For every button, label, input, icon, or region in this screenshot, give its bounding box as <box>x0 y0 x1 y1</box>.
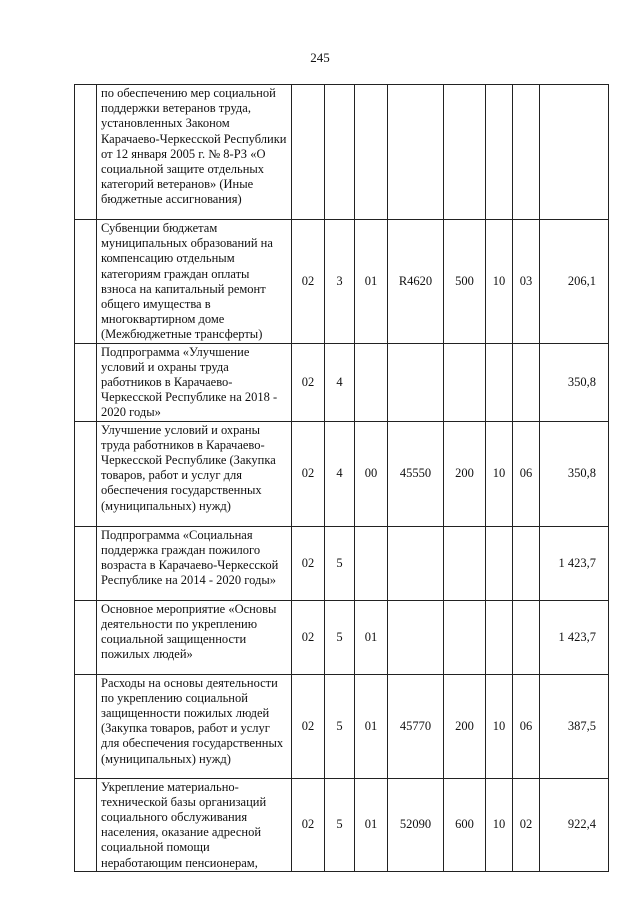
description-cell: Основное мероприятие «Основы деятельности по укреплению социальной защищенности пожилых людей» <box>97 600 292 674</box>
code-cell-4: 52090 <box>388 778 444 871</box>
amount-cell: 1 423,7 <box>540 526 609 600</box>
code-cell-1: 02 <box>292 220 325 344</box>
code-cell-1: 02 <box>292 674 325 778</box>
code-cell-7: 02 <box>513 778 540 871</box>
code-cell-7 <box>513 526 540 600</box>
code-cell-3: 01 <box>355 600 388 674</box>
code-cell-6: 10 <box>486 421 513 526</box>
code-cell-5: 200 <box>444 674 486 778</box>
code-cell-1: 02 <box>292 600 325 674</box>
code-cell-6 <box>486 343 513 421</box>
code-cell-6: 10 <box>486 778 513 871</box>
code-cell-5: 200 <box>444 421 486 526</box>
row-index-cell <box>75 674 97 778</box>
code-cell-6 <box>486 600 513 674</box>
table-row <box>75 220 609 344</box>
table-row <box>75 343 609 421</box>
code-cell-2: 5 <box>325 526 355 600</box>
code-cell-1: 02 <box>292 526 325 600</box>
code-cell-1: 02 <box>292 343 325 421</box>
amount-cell: 350,8 <box>540 343 609 421</box>
row-index-cell <box>75 220 97 344</box>
code-cell-3 <box>355 85 388 220</box>
code-cell-2: 4 <box>325 421 355 526</box>
code-cell-3: 01 <box>355 674 388 778</box>
amount-cell <box>540 85 609 220</box>
table-row <box>75 778 609 871</box>
code-cell-2: 5 <box>325 778 355 871</box>
table-row <box>75 600 609 674</box>
code-cell-4 <box>388 343 444 421</box>
code-cell-6: 10 <box>486 674 513 778</box>
code-cell-4 <box>388 526 444 600</box>
description-cell: Подпрограмма «Улучшение условий и охраны труда работников в Карачаево-Черкесской Республике на 2018 - 2020 годы» <box>97 343 292 421</box>
code-cell-1: 02 <box>292 421 325 526</box>
code-cell-7 <box>513 600 540 674</box>
code-cell-1 <box>292 85 325 220</box>
code-cell-2: 5 <box>325 600 355 674</box>
code-cell-3: 00 <box>355 421 388 526</box>
row-index-cell <box>75 85 97 220</box>
row-index-cell <box>75 343 97 421</box>
code-cell-7: 06 <box>513 421 540 526</box>
description-cell: Субвенции бюджетам муниципальных образований на компенсацию отдельным категориям граждан оплаты взноса на капитальный ремонт общего имущества в многоквартирном доме (Межбюджетные трансферты) <box>97 220 292 344</box>
code-cell-3 <box>355 343 388 421</box>
code-cell-7 <box>513 343 540 421</box>
code-cell-7: 06 <box>513 674 540 778</box>
code-cell-5 <box>444 600 486 674</box>
code-cell-2 <box>325 85 355 220</box>
description-cell: Подпрограмма «Социальная поддержка граждан пожилого возраста в Карачаево-Черкесской Республике на 2014 - 2020 годы» <box>97 526 292 600</box>
amount-cell: 350,8 <box>540 421 609 526</box>
description-cell: Укрепление материально-технической базы организаций социального обслуживания населения, оказание адресной социальной помощи неработающим пенсионерам, <box>97 778 292 871</box>
code-cell-4 <box>388 600 444 674</box>
code-cell-4 <box>388 85 444 220</box>
description-cell: по обеспечению мер социальной поддержки ветеранов труда, установленных Законом Карачаево-Черкесской Республики от 12 января 2005 г. № 8-РЗ «О социальной защите отдельных категорий ветеранов» (Иные бюджетные ассигнования) <box>97 85 292 220</box>
code-cell-3: 01 <box>355 220 388 344</box>
code-cell-5 <box>444 85 486 220</box>
table-row <box>75 421 609 526</box>
code-cell-5: 500 <box>444 220 486 344</box>
row-index-cell <box>75 421 97 526</box>
description-cell: Улучшение условий и охраны труда работников в Карачаево-Черкесской Республике (Закупка товаров, работ и услуг для обеспечения государственных (муниципальных) нужд) <box>97 421 292 526</box>
table-row <box>75 526 609 600</box>
code-cell-4: R4620 <box>388 220 444 344</box>
code-cell-6 <box>486 526 513 600</box>
code-cell-6: 10 <box>486 220 513 344</box>
code-cell-4: 45770 <box>388 674 444 778</box>
code-cell-3 <box>355 526 388 600</box>
code-cell-4: 45550 <box>388 421 444 526</box>
table-body <box>75 85 609 872</box>
row-index-cell <box>75 778 97 871</box>
code-cell-5 <box>444 526 486 600</box>
page-number: 245 <box>310 50 330 65</box>
row-index-cell <box>75 600 97 674</box>
code-cell-2: 4 <box>325 343 355 421</box>
code-cell-3: 01 <box>355 778 388 871</box>
amount-cell: 387,5 <box>540 674 609 778</box>
code-cell-6 <box>486 85 513 220</box>
amount-cell: 922,4 <box>540 778 609 871</box>
code-cell-7 <box>513 85 540 220</box>
code-cell-5: 600 <box>444 778 486 871</box>
code-cell-1: 02 <box>292 778 325 871</box>
description-cell: Расходы на основы деятельности по укреплению социальной защищенности пожилых людей (Закупка товаров, работ и услуг для обеспечения государственных (муниципальных) нужд) <box>97 674 292 778</box>
code-cell-5 <box>444 343 486 421</box>
row-index-cell <box>75 526 97 600</box>
table-row <box>75 674 609 778</box>
code-cell-7: 03 <box>513 220 540 344</box>
code-cell-2: 3 <box>325 220 355 344</box>
budget-table <box>74 84 609 872</box>
amount-cell: 206,1 <box>540 220 609 344</box>
code-cell-2: 5 <box>325 674 355 778</box>
amount-cell: 1 423,7 <box>540 600 609 674</box>
table-row <box>75 85 609 220</box>
